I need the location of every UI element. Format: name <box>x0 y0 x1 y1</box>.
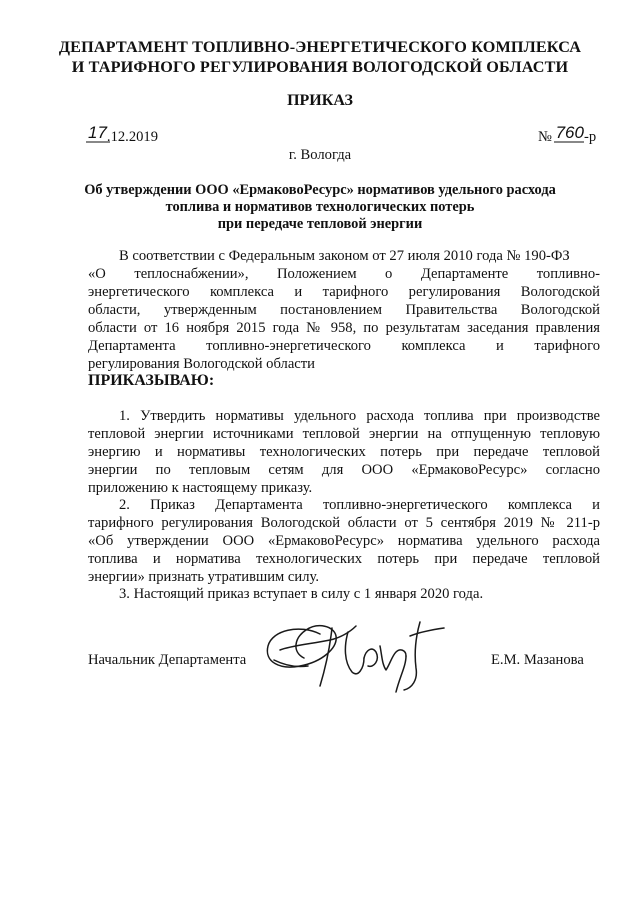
item-line: 1. Утвердить нормативы удельного расхода топлива при производстве <box>119 408 600 424</box>
handwritten-day: 17 <box>88 123 107 142</box>
number-suffix: -р <box>583 129 597 145</box>
title-line3: при передаче тепловой энергии <box>217 216 423 232</box>
preamble-line: области, утвержденным постановлением Правительства Вологодской <box>88 302 600 318</box>
number-prefix: № <box>538 129 552 145</box>
document-type: ПРИКАЗ <box>287 92 353 109</box>
item-line: «Об утверждении ООО «ЕрмаковоРесурс» норматива удельного расхода <box>88 533 600 549</box>
item-line: энергию и нормативы технологических потерь при передаче тепловой <box>88 444 600 460</box>
item-line: энергии» признать утратившим силу. <box>88 569 319 585</box>
preamble-line: «О теплоснабжении», Положением о Департаменте топливно- <box>88 266 600 282</box>
handwritten-signature <box>260 606 460 698</box>
signatory-name: Е.М. Мазанова <box>491 652 584 668</box>
item-line: тепловой энергии источниками тепловой энергии на отпущенную тепловую <box>88 426 600 442</box>
city: г. Вологда <box>288 147 352 163</box>
item-line: 2. Приказ Департамента топливно-энергетического комплекса и <box>119 497 600 513</box>
date-underline <box>86 140 110 144</box>
date-rest: .12.2019 <box>106 129 158 145</box>
title-line2: топлива и нормативов технологических потерь <box>165 199 475 215</box>
department-name-line1: ДЕПАРТАМЕНТ ТОПЛИВНО-ЭНЕРГЕТИЧЕСКОГО КОМПЛЕКСА <box>58 38 582 56</box>
number-underline <box>554 140 584 144</box>
department-name-line2: И ТАРИФНОГО РЕГУЛИРОВАНИЯ ВОЛОГОДСКОЙ ОБЛАСТИ <box>71 58 569 76</box>
item-line: тарифного регулирования Вологодской области от 5 сентября 2019 № 211-р <box>88 515 600 531</box>
preamble-line: В соответствии с Федеральным законом от 27 июля 2010 года № 190-ФЗ <box>119 248 570 264</box>
handwritten-number: 760 <box>555 123 584 142</box>
preamble-line: Департамента топливно-энергетического комплекса и тарифного <box>88 338 600 354</box>
preamble-line: регулирования Вологодской области <box>88 356 315 372</box>
item-line: энергии по тепловым сетям для ООО «ЕрмаковоРесурс» согласно <box>88 462 600 478</box>
preamble-line: энергетического комплекса и тарифного регулирования Вологодской <box>88 284 600 300</box>
item-line: приложению к настоящему приказу. <box>88 480 313 496</box>
title-line1: Об утверждении ООО «ЕрмаковоРесурс» нормативов удельного расхода <box>84 182 556 198</box>
item-line: топлива и норматива технологических потерь при передаче тепловой <box>88 551 600 567</box>
order-word: ПРИКАЗЫВАЮ: <box>88 372 215 389</box>
item-line: 3. Настоящий приказ вступает в силу с 1 января 2020 года. <box>119 586 484 602</box>
preamble-line: области от 16 ноября 2015 года № 958, по результатам заседания правления <box>88 320 600 336</box>
signatory-position: Начальник Департамента <box>88 652 247 668</box>
